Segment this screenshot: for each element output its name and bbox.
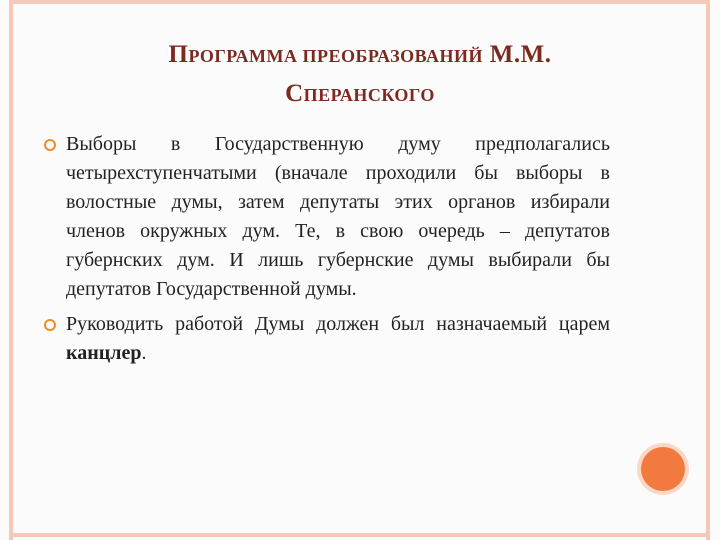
title-line-2 [60,75,660,114]
bullet-text-after: . [141,342,147,364]
title-line-1 [60,36,660,75]
bullet-item [44,310,610,368]
slide-border-top [9,0,709,4]
slide-border-right [706,0,710,540]
title-line-1-name: М.М. [489,41,552,68]
bullet-text-bold: канцлер [66,342,142,364]
slide-title [60,36,660,114]
bullet-text: Выборы в Государственную думу предполагались четырехступенчатыми (вначале проходили бы выборы в волостные думы, затем депутаты этих органов избирали членов окружных дум. Те, в свою очередь – депутатов губернских дум. И лишь губернские думы выбирали бы депутатов Государственной думы. [66,133,610,300]
slide-border-bottom [9,533,709,537]
bullet-item [44,130,610,304]
decorative-circle-icon [641,447,685,491]
title-line-1-rest: РОГРАММА ПРЕОБРАЗОВАНИЙ [188,46,484,66]
title-line-2-cap: С [285,80,304,107]
title-line-1-cap: П [168,41,189,68]
bullet-list [44,130,610,374]
bullet-icon [44,319,56,331]
slide-border-left [9,0,13,540]
bullet-icon [44,139,56,151]
title-line-2-rest: ПЕРАНСКОГО [303,85,435,105]
bullet-text-before: Руководить работой Думы должен был назначаемый царем [66,313,610,335]
